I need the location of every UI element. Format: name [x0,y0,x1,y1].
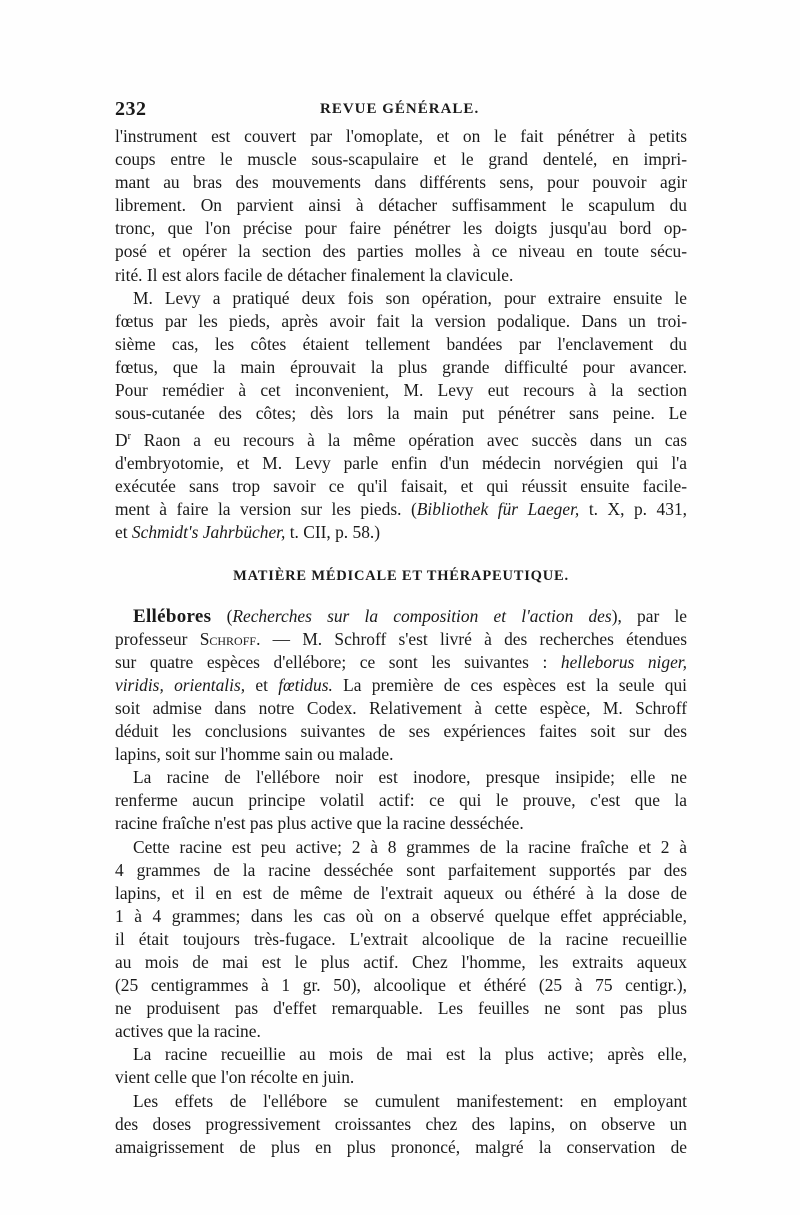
text-fragment: professeur [115,628,200,649]
text-line: Cette racine est peu active; 2 à 8 grammes de la racine fraîche et 2 à [133,836,687,857]
text-line [115,628,687,651]
text-fragment: . — M. Schroff s'est livré à des recherches étendues [256,628,688,649]
text-fragment: ( [211,605,233,626]
text-line: 1 à 4 grammes; dans les cas où on a observé quelque effet appréciable, [115,905,687,926]
text-fragment: et [115,522,132,543]
text-line: lapins, et il en est de même de l'extrait aqueux ou éthéré à la dose de [115,882,687,903]
entry-subtitle: Recherches sur la composition et l'action des [232,605,612,626]
text-line: amaigrissement de plus en plus prononcé, malgré la conservation de [115,1136,687,1157]
text-line: La racine de l'ellébore noir est inodore, presque insipide; elle ne [133,767,687,788]
superscript: r [127,431,131,443]
text-line: exécutée sans trop savoir ce qu'il faisait, et qui réussit ensuite facile- [115,476,687,497]
text-fragment: ment à faire la version sur les pieds. ( [115,499,417,520]
author-name: Schroff [199,628,257,649]
text-line: 4 grammes de la racine desséchée sont parfaitement supportés par des [115,859,687,880]
text-line: racine fraîche n'est pas plus active que la racine desséchée. [115,813,524,834]
text-line: M. Levy a pratiqué deux fois son opération, pour extraire ensuite le [133,287,687,308]
species-name: helleborus niger, [560,651,687,672]
text-line: Pour remédier à cet inconvenient, M. Levy eut recours à la section [115,380,687,401]
page-number: 232 [115,98,147,120]
text-fragment: ), par le [611,605,688,626]
text-line [115,425,687,452]
text-fragment: La première de ces espèces est la seule qui [332,674,688,695]
text-line [115,674,687,697]
paragraph-ellebores [115,605,687,767]
text-line: des doses progressivement croissantes chez des lapins, on observe un [115,1113,687,1134]
text-line: rité. Il est alors facile de détacher finalement la clavicule. [115,264,514,285]
text-line [115,498,687,521]
text-fragment: t. CII, p. 58.) [285,522,381,543]
paragraph-recolte [115,1043,687,1089]
text-fragment: t. X, p. 431, [579,499,687,520]
running-title: REVUE GÉNÉRALE. [320,101,480,117]
text-fragment: Raon a eu recours à la même opération avec succès dans un cas [130,430,687,451]
text-line: sous-cutanée des côtes; dès lors la main put pénétrer sans peine. Le [115,403,687,424]
text-line: coups entre le muscle sous-scapulaire et le grand dentelé, en impri- [115,149,687,170]
text-line: déduit les conclusions suivantes de ses expériences faites soit sur des [115,721,687,742]
text-line: l'instrument est couvert par l'omoplate, et on le fait pénétrer à petits [115,126,687,146]
text-line [115,605,687,628]
text-line: librement. On parvient ainsi à détacher suffisamment le scapulum du [115,195,687,216]
text-line: d'embryotomie, et M. Levy parle enfin d'un médecin norvégien qui l'a [115,453,687,474]
text-line [115,521,687,544]
text-line: renferme aucun principe volatil actif: ce qui le prouve, c'est que la [115,790,687,811]
citation-title: Bibliothek für Laeger, [416,499,580,520]
text-line: fœtus, que la main éprouvait la plus grande difficulté pour avancer. [115,356,687,377]
paragraph-levy [115,287,687,545]
text-line: il était toujours très-fugace. L'extrait alcoolique de la racine recueillie [115,928,687,949]
text-line: soit admise dans notre Codex. Relativement à cette espèce, M. Schroff [115,697,687,718]
paragraph-effets [115,1090,687,1159]
species-name: viridis, orientalis, [115,674,246,695]
text-fragment: D [115,430,128,451]
text-line: au mois de mai est le plus actif. Chez l'homme, les extraits aqueux [115,951,687,972]
text-line: lapins, soit sur l'homme sain ou malade. [115,744,394,765]
text-line: ne produisent pas d'effet remarquable. Les feuilles ne sont pas plus [115,998,687,1019]
text-column [115,125,687,1159]
text-line: Les effets de l'ellébore se cumulent manifestement: en employant [133,1090,687,1111]
paragraph-continuation [115,125,687,287]
running-head [115,98,687,124]
text-line: actives que la racine. [115,1021,261,1042]
text-line: vient celle que l'on récolte en juin. [115,1067,355,1088]
text-line: La racine recueillie au mois de mai est la plus active; après elle, [133,1044,687,1065]
section-heading: MATIÈRE MÉDICALE ET THÉRAPEUTIQUE. [233,568,569,585]
paragraph-racine-inodore [115,766,687,835]
text-fragment: sur quatre espèces d'ellébore; ce sont les suivantes : [115,651,561,672]
text-line: sième cas, les côtes étaient tellement bandées par l'enclavement du [115,333,687,354]
text-line: (25 centigrammes à 1 gr. 50), alcoolique et éthéré (25 à 75 centigr.), [115,975,687,996]
text-line [115,651,687,674]
species-name: fœtidus. [278,674,333,695]
entry-title: Ellébores [133,605,212,627]
text-line: posé et opérer la section des parties molles à ce niveau en toute sécu- [115,241,687,262]
text-line: mant au bras des mouvements dans différents sens, pour pouvoir agir [115,172,687,193]
text-fragment: et [245,674,279,695]
text-line: fœtus par les pieds, après avoir fait la version podalique. Dans un troi- [115,310,687,331]
paragraph-racine-peu-active [115,836,687,1044]
citation-title: Schmidt's Jahrbücher, [131,522,286,543]
text-line: tronc, que l'on précise pour faire pénétrer les doigts jusqu'au bord op- [115,218,687,239]
